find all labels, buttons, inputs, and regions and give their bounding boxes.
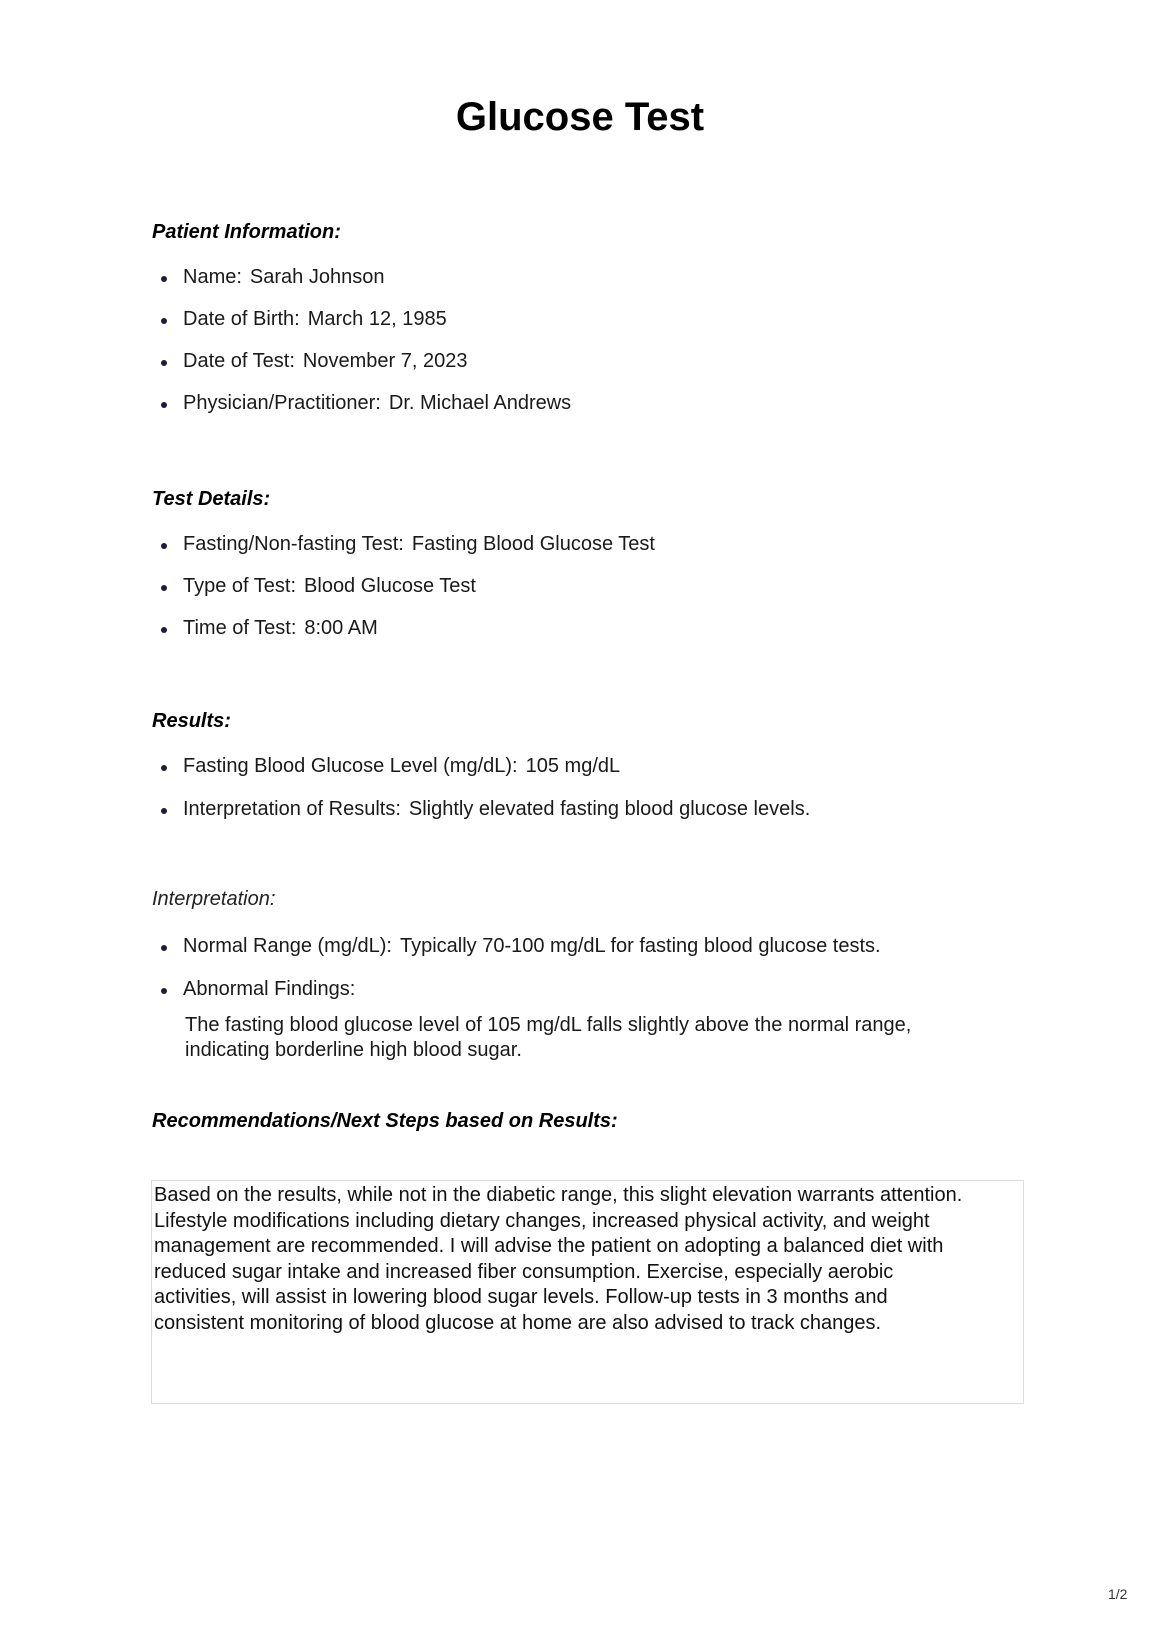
field-label: Time of Test:: [183, 617, 297, 639]
recommendations-text-box: [151, 1180, 1024, 1404]
bullet-icon: [161, 945, 167, 951]
list-item: [152, 533, 655, 575]
field-label: Fasting/Non-fasting Test:: [183, 533, 404, 555]
list-item: [152, 935, 881, 978]
field-value: Dr. Michael Andrews: [388, 392, 572, 414]
list-item: [152, 575, 655, 617]
list-item: [152, 617, 655, 659]
list-item: [152, 350, 571, 392]
recommendation-line: Based on the results, while not in the diabetic range, this slight elevation warrants attention.: [154, 1184, 963, 1206]
field-label: Interpretation of Results:: [183, 798, 401, 820]
field-value: Blood Glucose Test: [304, 575, 476, 597]
field-value: Typically 70-100 mg/dL for fasting blood glucose tests.: [399, 935, 881, 957]
recommendation-line: reduced sugar intake and increased fiber consumption. Exercise, especially aerobic: [154, 1260, 894, 1283]
recommendation-line: activities, will assist in lowering blood sugar levels. Follow-up tests in 3 months and: [154, 1286, 888, 1308]
bullet-icon: [161, 276, 167, 282]
bullet-icon: [161, 765, 167, 771]
field-label: Fasting Blood Glucose Level (mg/dL):: [183, 755, 518, 777]
list-item: [152, 755, 810, 798]
page-title: Glucose Test: [455, 95, 705, 139]
field-value: March 12, 1985: [307, 308, 447, 330]
abnormal-findings-text: [185, 1013, 985, 1063]
field-label: Physician/Practitioner:: [183, 392, 381, 414]
list-item: [152, 308, 571, 350]
field-value: 8:00 AM: [304, 617, 378, 639]
results-list: [152, 755, 810, 841]
recommendation-line: consistent monitoring of blood glucose at home are also advised to track changes.: [154, 1311, 882, 1334]
page-number: 1/2: [1108, 1586, 1128, 1602]
bullet-icon: [161, 318, 167, 324]
bullet-icon: [161, 360, 167, 366]
test-details-list: [152, 533, 655, 659]
bullet-icon: [161, 585, 167, 591]
bullet-icon: [161, 627, 167, 633]
results-heading: Results:: [152, 710, 231, 732]
field-label: Name:: [183, 266, 242, 288]
recommendation-line: Lifestyle modifications including dietary changes, increased physical activity, and weight: [154, 1209, 930, 1232]
bullet-icon: [161, 808, 167, 814]
recommendation-line: management are recommended. I will advise the patient on adopting a balanced diet with: [154, 1235, 944, 1257]
field-value: Slightly elevated fasting blood glucose levels.: [408, 798, 811, 820]
recommendations-heading: Recommendations/Next Steps based on Results:: [152, 1110, 618, 1132]
list-item: [152, 798, 810, 841]
field-value: Sarah Johnson: [249, 266, 385, 288]
bullet-icon: [161, 543, 167, 549]
field-label: Date of Birth:: [183, 308, 300, 330]
bullet-icon: [161, 988, 167, 994]
list-item: [152, 266, 571, 308]
field-value: 105 mg/dL: [525, 755, 621, 777]
abnormal-findings-line: indicating borderline high blood sugar.: [185, 1039, 522, 1061]
field-label: Type of Test:: [183, 575, 297, 597]
list-item: [152, 978, 881, 1010]
bullet-icon: [161, 402, 167, 408]
abnormal-findings-line: The fasting blood glucose level of 105 mg/dL falls slightly above the normal range,: [185, 1014, 912, 1036]
field-label: Date of Test:: [183, 350, 295, 372]
field-value: November 7, 2023: [302, 350, 468, 372]
test-details-heading: Test Details:: [152, 488, 271, 510]
interpretation-list: [152, 935, 881, 1010]
field-label: Normal Range (mg/dL):: [183, 935, 392, 957]
patient-information-list: [152, 266, 571, 434]
list-item: [152, 392, 571, 434]
interpretation-heading: Interpretation:: [152, 888, 276, 910]
field-label: Abnormal Findings:: [183, 978, 356, 1000]
patient-information-heading: Patient Information:: [152, 221, 341, 243]
field-value: Fasting Blood Glucose Test: [411, 533, 655, 555]
